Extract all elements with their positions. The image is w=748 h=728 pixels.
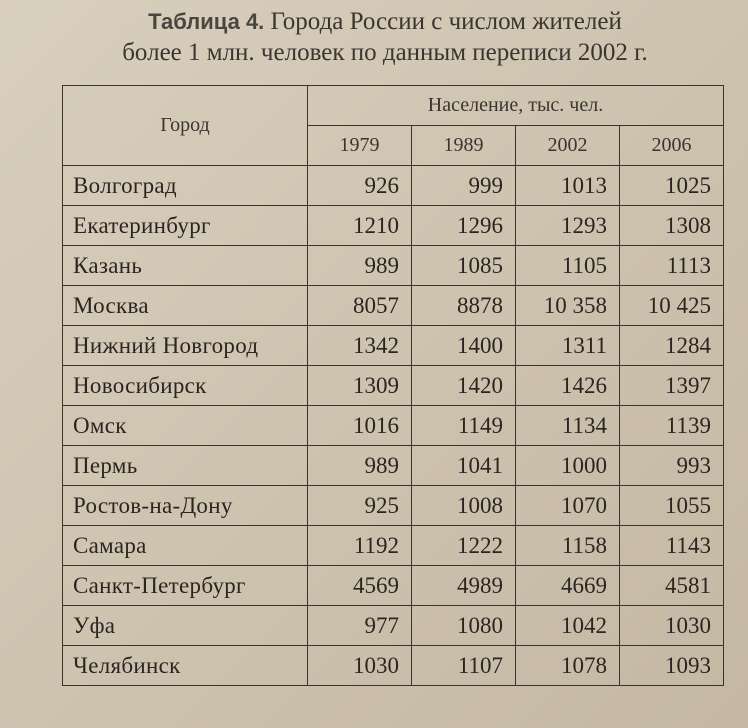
population-value-cell: 1070 (516, 486, 620, 526)
population-value-cell: 4989 (412, 566, 516, 606)
population-value-cell: 4569 (308, 566, 412, 606)
population-value-cell: 1158 (516, 526, 620, 566)
city-name-cell: Волгоград (63, 166, 308, 206)
population-value-cell: 925 (308, 486, 412, 526)
population-value-cell: 1013 (516, 166, 620, 206)
population-value-cell: 1420 (412, 366, 516, 406)
population-value-cell: 1284 (620, 326, 724, 366)
table-header (63, 86, 724, 166)
population-value-cell: 1426 (516, 366, 620, 406)
population-value-cell: 989 (308, 446, 412, 486)
city-name-cell: Новосибирск (63, 366, 308, 406)
year-header-1979: 1979 (308, 126, 412, 166)
population-value-cell: 1055 (620, 486, 724, 526)
city-name-cell: Ростов-на-Дону (63, 486, 308, 526)
population-value-cell: 1134 (516, 406, 620, 446)
city-name-cell: Челябинск (63, 646, 308, 686)
population-value-cell: 1042 (516, 606, 620, 646)
population-table (62, 85, 724, 686)
table-row (63, 286, 724, 326)
population-value-cell: 1030 (308, 646, 412, 686)
table-row (63, 406, 724, 446)
population-value-cell: 10 358 (516, 286, 620, 326)
population-value-cell: 1149 (412, 406, 516, 446)
city-name-cell: Уфа (63, 606, 308, 646)
city-name-cell: Нижний Новгород (63, 326, 308, 366)
population-value-cell: 10 425 (620, 286, 724, 326)
table-caption (60, 6, 710, 68)
table-row (63, 486, 724, 526)
population-value-cell: 1000 (516, 446, 620, 486)
population-value-cell: 1308 (620, 206, 724, 246)
year-header-1989: 1989 (412, 126, 516, 166)
city-name-cell: Москва (63, 286, 308, 326)
population-value-cell: 993 (620, 446, 724, 486)
population-value-cell: 1342 (308, 326, 412, 366)
table-row (63, 566, 724, 606)
table-row (63, 526, 724, 566)
table-number-label: Таблица 4. (148, 9, 265, 34)
population-value-cell: 1222 (412, 526, 516, 566)
population-value-cell: 8057 (308, 286, 412, 326)
population-value-cell: 1025 (620, 166, 724, 206)
population-value-cell: 1400 (412, 326, 516, 366)
population-value-cell: 1293 (516, 206, 620, 246)
population-value-cell: 1008 (412, 486, 516, 526)
table-row (63, 366, 724, 406)
population-value-cell: 1210 (308, 206, 412, 246)
table-row (63, 206, 724, 246)
population-value-cell: 1139 (620, 406, 724, 446)
population-value-cell: 1080 (412, 606, 516, 646)
population-value-cell: 1397 (620, 366, 724, 406)
population-value-cell: 1041 (412, 446, 516, 486)
header-row-group (63, 86, 724, 126)
city-name-cell: Казань (63, 246, 308, 286)
population-value-cell: 926 (308, 166, 412, 206)
city-name-cell: Омск (63, 406, 308, 446)
population-table-wrap (62, 85, 724, 686)
city-name-cell: Екатеринбург (63, 206, 308, 246)
table-row (63, 606, 724, 646)
population-value-cell: 977 (308, 606, 412, 646)
population-value-cell: 1030 (620, 606, 724, 646)
population-value-cell: 1192 (308, 526, 412, 566)
year-header-2006: 2006 (620, 126, 724, 166)
table-row (63, 646, 724, 686)
population-value-cell: 999 (412, 166, 516, 206)
population-group-header: Население, тыс. чел. (308, 86, 724, 126)
population-value-cell: 1016 (308, 406, 412, 446)
population-value-cell: 1311 (516, 326, 620, 366)
city-name-cell: Санкт-Петербург (63, 566, 308, 606)
population-value-cell: 1309 (308, 366, 412, 406)
population-value-cell: 8878 (412, 286, 516, 326)
population-value-cell: 1296 (412, 206, 516, 246)
population-value-cell: 1078 (516, 646, 620, 686)
population-value-cell: 1093 (620, 646, 724, 686)
caption-line-2: более 1 млн. человек по данным переписи 2002 г. (122, 39, 648, 66)
city-name-cell: Пермь (63, 446, 308, 486)
city-column-header: Город (63, 86, 308, 166)
year-header-2002: 2002 (516, 126, 620, 166)
population-value-cell: 1085 (412, 246, 516, 286)
table-row (63, 326, 724, 366)
table-row (63, 246, 724, 286)
population-value-cell: 1107 (412, 646, 516, 686)
population-value-cell: 4669 (516, 566, 620, 606)
city-name-cell: Самара (63, 526, 308, 566)
population-value-cell: 1113 (620, 246, 724, 286)
table-row (63, 446, 724, 486)
population-value-cell: 989 (308, 246, 412, 286)
table-row (63, 166, 724, 206)
population-value-cell: 1105 (516, 246, 620, 286)
population-value-cell: 4581 (620, 566, 724, 606)
population-value-cell: 1143 (620, 526, 724, 566)
table-body (63, 166, 724, 686)
caption-title: Города России с числом жителей (270, 8, 622, 35)
caption-line-1 (60, 6, 710, 37)
